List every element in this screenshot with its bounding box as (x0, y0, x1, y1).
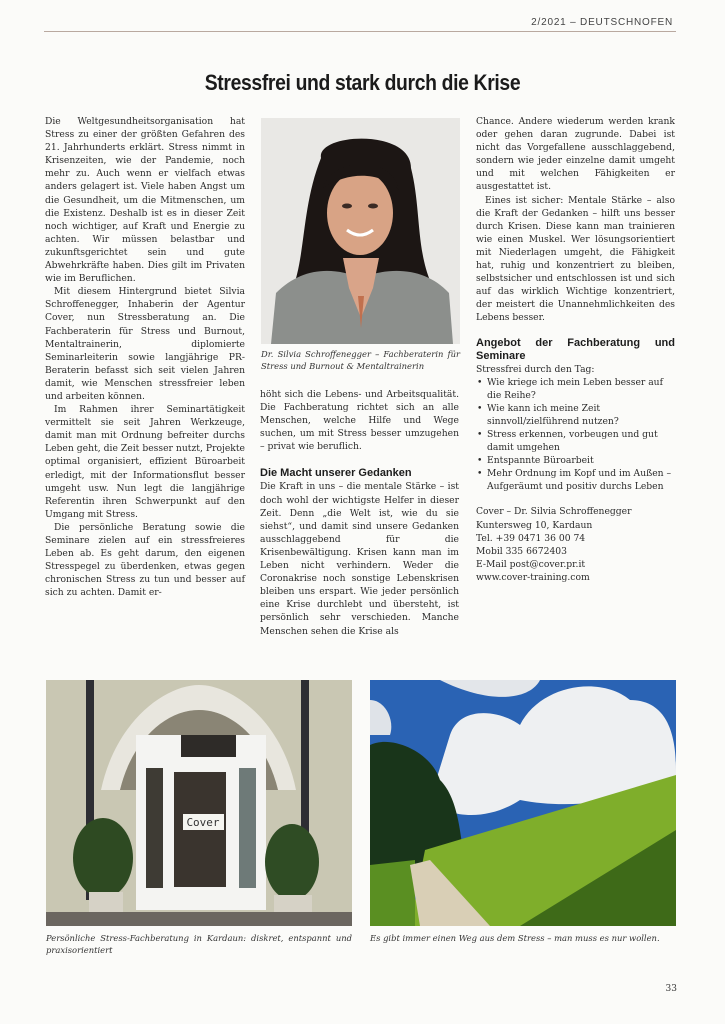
list-item: • Wie kriege ich mein Leben besser auf die Reihe? (477, 376, 663, 401)
offer-list (476, 376, 675, 494)
header-rule (44, 31, 676, 32)
list-item: • Entspannte Büroarbeit (477, 455, 594, 467)
column-3 (476, 115, 675, 584)
office-entrance-photo (46, 680, 352, 926)
paragraph: höht sich die Lebens- und Arbeitsqualität. Die Fachberatung richtet sich an alle Menschen, welche Hilfe und Wege suchen, um mit Stress besser umzugehen – privat wie beruflich. (260, 389, 459, 453)
paragraph: Im Rahmen ihrer Seminartätigkeit vermittelt sie seit Jahren Werkzeuge, damit man mit Ordnung befreiter durchs Leben geht, die Zeit besser nutzt, Projekte optimal organisiert, effizient Büroarbeit erledigt, mit der Informationsflut besser umgeht usw. Nun legt die langjährige Referentin ihren Schwerpunkt auf den Umgang mit Stress. (45, 404, 245, 520)
door-sign: Cover (186, 816, 220, 829)
paragraph: Eines ist sicher: Mentale Stärke – also die Kraft der Gedanken – hilft uns besser durch Krisen. Diese kann man trainieren wie einen Muskel. Wer lösungsorientiert mit Niederlagen umgeht, die Fähigkeit hat, ruhig und konzentriert zu bleiben, selbstsicher und entschlossen ist und sich auf das wirklich Wichtige konzentriert, der meistert die Unannehmlichkeiten des Lebens besser. (476, 194, 675, 324)
paragraph: Chance. Andere wiederum werden krank oder gehen daran zugrunde. Dabei ist nicht das Vorgefallene ausschlaggebend, sondern wie jeder einzelne damit umgeht und mit welchen Fähigkeiten er ausgestattet ist. (476, 116, 675, 193)
list-item: • Wie kann ich meine Zeit sinnvoll/zielführend nutzen? (477, 402, 619, 427)
contact-phone[interactable]: Tel. +39 0471 36 00 74 (476, 532, 586, 544)
page-number: 33 (665, 984, 677, 994)
bullet-icon: • (477, 376, 483, 388)
article-title: Stressfrei und stark durch die Krise (204, 70, 521, 95)
bullet-icon: • (477, 455, 483, 467)
paragraph: Die persönliche Beratung sowie die Seminare zielen auf ein stressfreieres Leben ab. Es geht darum, den eigenen Stresspegel zu überdenken, etwas gegen chronischen Stress zu tun und besser auf sich zu achten. Damit er- (45, 521, 245, 599)
column-1 (45, 115, 245, 599)
contact-email[interactable]: E-Mail post@cover.pr.it (476, 558, 586, 570)
landscape-photo (370, 680, 676, 926)
contact-block (476, 505, 675, 584)
column-2 (260, 388, 459, 638)
offer-heading: Angebot der Fachberatung und Seminare (476, 336, 675, 362)
bullet-icon: • (477, 428, 483, 440)
contact-name: Cover – Dr. Silvia Schroffenegger (476, 506, 632, 518)
section-heading: Die Macht unserer Gedanken (260, 467, 412, 480)
contact-mobile[interactable]: Mobil 335 6672403 (476, 545, 567, 557)
paragraph: Die Kraft in uns – die mentale Stärke – ist doch wohl der wichtigste Helfer in dieser Zeit. Denn „die Welt ist, wie du sie siehst“, und damit sind unsere Gedanken ausschlaggebend für die Krisenbewältigung. Krisen kann man im Leben nicht verhindern. Weder die Coronakrise noch sonstige Lebenskrisen bleiben uns erspart. Wie jeder persönlich eine Krise durchlebt und übersteht, ist persönlich sehr verschieden. Manche Menschen sehen die Krise als (260, 481, 459, 637)
portrait-caption: Dr. Silvia Schroffenegger – Fachberaterin für Stress und Burnout & Mentaltrainerin (261, 349, 460, 371)
entrance-caption: Persönliche Stress-Fachberatung in Kardaun: diskret, entspannt und praxisorientiert (46, 933, 352, 955)
offer-intro: Stressfrei durch den Tag: (476, 363, 595, 375)
landscape-caption: Es gibt immer einen Weg aus dem Stress – man muss es nur wollen. (370, 933, 660, 943)
bullet-icon: • (477, 402, 483, 414)
contact-website[interactable]: www.cover-training.com (476, 571, 590, 583)
bullet-icon: • (477, 468, 483, 480)
paragraph: Die Weltgesundheitsorganisation hat Stress zu einer der größten Gefahren des 21. Jahrhunderts erklärt. Stress nimmt in Krisenzeiten, wie der Pandemie, noch mehr zu. Auch wenn er vielfach etwas anders gelagert ist. Viele haben Angst um die Gesundheit, um die Mitmenschen, um die Existenz. Deshalb ist es in dieser Zeit noch wichtiger, auf Kraft und Energie zu achten. Wir müssen belastbar und zukunftsgerichtet sein und gute Abwehrkräfte haben. Dies gilt im Privaten wie im Beruflichen. (45, 116, 245, 285)
portrait-photo (261, 118, 460, 344)
issue-label: 2/2021 – DEUTSCHNOFEN (531, 17, 673, 28)
list-item: • Mehr Ordnung im Kopf und im Außen – Aufgeräumt und positiv durchs Leben (477, 468, 672, 493)
paragraph: Mit diesem Hintergrund bietet Silvia Schroffenegger, Inhaberin der Agentur Cover, nun Stressberatung an. Die Fachberaterin für Stress und Burnout, Mentaltrainerin, diplomierte Seminarleiterin sowie langjährige PR-Beraterin befasst sich seit vielen Jahren damit, wie Menschen stressfreier leben und arbeiten können. (45, 286, 245, 402)
contact-address: Kuntersweg 10, Kardaun (476, 519, 593, 531)
list-item: • Stress erkennen, vorbeugen und gut damit umgehen (477, 428, 658, 454)
